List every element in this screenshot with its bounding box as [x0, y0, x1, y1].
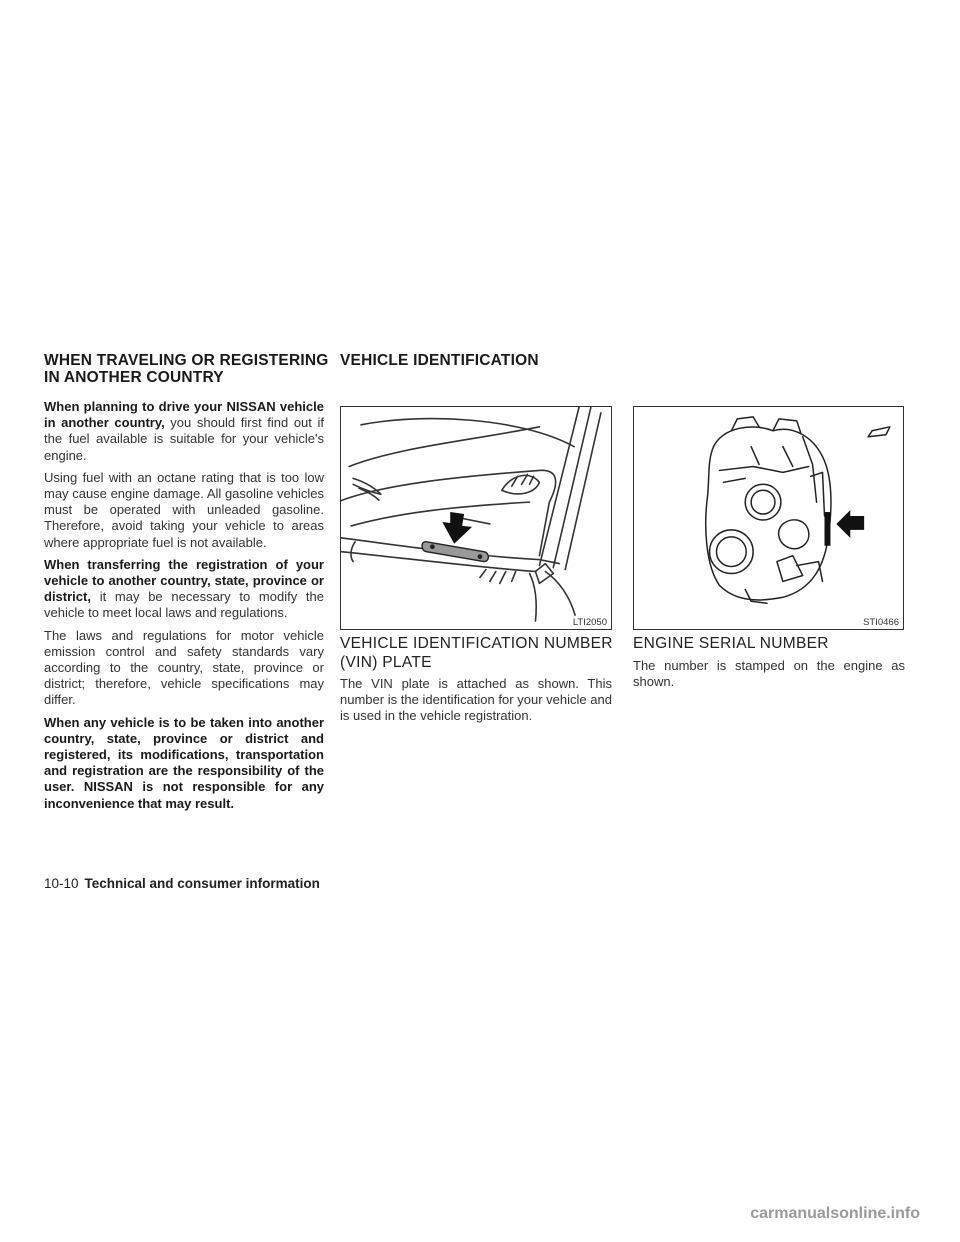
paragraph-regulations: The laws and regulations for motor vehicle emission control and safety standards vary according to the country, state, province or district; therefore, vehicle specifications may differ.: [44, 627, 324, 708]
paragraph-fuel-rest: you should first find out if the fuel available is suitable for your vehicle's engine.: [44, 415, 324, 463]
paragraph-fuel-bold: When planning to drive your NISSAN vehicle in another country,: [44, 399, 324, 431]
section-title: Technical and consumer information: [84, 876, 320, 891]
engine-illustration: [634, 407, 903, 629]
paragraph-responsibility: [44, 715, 324, 812]
left-body: [44, 399, 324, 818]
paragraph-fuel: [44, 399, 324, 464]
vin-plate-figure: [340, 406, 612, 630]
vin-plate-illustration: [341, 407, 611, 629]
paragraph-registration: [44, 557, 324, 622]
vin-body: The VIN plate is attached as shown. This number is the identification for your vehicle and is used in the vehicle registration.: [340, 676, 612, 724]
paragraph-registration-bold: When transferring the registration of your vehicle to another country, state, province or district,: [44, 556, 324, 605]
page-footer: [44, 876, 320, 891]
vin-figure-code: LTI2050: [572, 617, 607, 628]
vin-title: VEHICLE IDENTIFICATION NUMBER (VIN) PLATE: [340, 635, 613, 671]
watermark: carmanualsonline.info: [750, 1205, 920, 1222]
right-heading: VEHICLE IDENTIFICATION: [340, 352, 539, 369]
arrow-left-icon: [836, 510, 864, 538]
engine-figure-code: STI0466: [863, 617, 899, 628]
engine-serial-marker: [824, 512, 830, 546]
engine-serial-figure: [633, 406, 904, 630]
engine-body: The number is stamped on the engine as shown.: [633, 658, 905, 690]
vin-plate: [422, 542, 488, 562]
paragraph-octane: Using fuel with an octane rating that is too low may cause engine damage. All gasoline vehicles must be operated with unleaded gasoline. Therefore, avoid taking your vehicle to areas where appropriate fuel is not available.: [44, 469, 324, 550]
page-number: 10-10: [44, 876, 79, 891]
left-heading: WHEN TRAVELING OR REGISTERING IN ANOTHER COUNTRY: [44, 352, 329, 386]
paragraph-registration-rest: it may be necessary to modify the vehicle to meet local laws and regulations.: [44, 589, 324, 621]
arrow-down-icon: [442, 512, 472, 544]
engine-title: ENGINE SERIAL NUMBER: [633, 635, 829, 652]
paragraph-responsibility-bold: When any vehicle is to be taken into another country, state, province or district and registered, its modifications, transportation and registration are the responsibility of the user. NISSAN is not responsible for any inconvenience that may result.: [44, 714, 324, 811]
